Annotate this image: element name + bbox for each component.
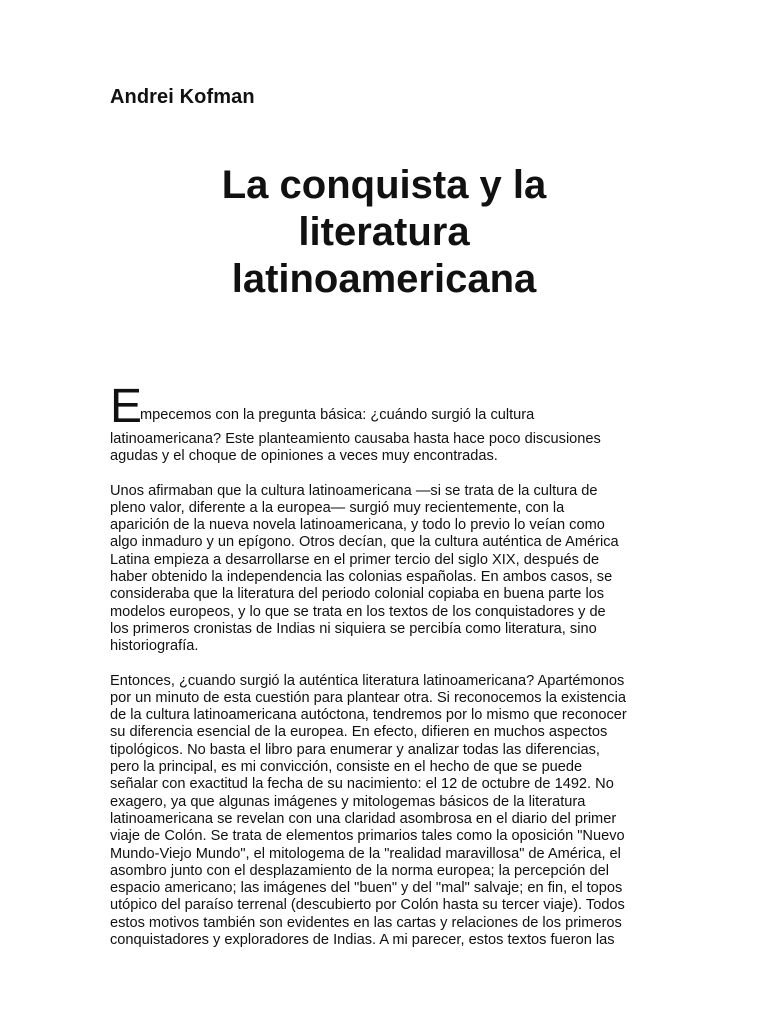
text-line: haber obtenido la independencia las colonias españolas. En ambos casos, se <box>110 569 613 586</box>
drop-cap: E <box>110 380 143 433</box>
text-line: mpecemos con la pregunta básica: ¿cuándo surgió la cultura <box>140 407 535 423</box>
text-line: tipológicos. No basta el libro para enumerar y analizar todas las diferencias, <box>110 741 600 758</box>
text-line: conquistadores y exploradores de Indias. A mi parecer, estos textos fueron las <box>110 932 615 949</box>
text-line: señalar con exactitud la fecha de su nacimiento: el 12 de octubre de 1492. No <box>110 776 614 793</box>
text-line: utópico del paraíso terrenal (descubierto por Colón hasta su tercer viaje). Todos <box>110 897 625 914</box>
text-line: Entonces, ¿cuando surgió la auténtica literatura latinoamericana? Apartémonos <box>110 672 625 689</box>
text-line: agudas y el choque de opiniones a veces muy encontradas. <box>110 448 498 465</box>
text-line: estos motivos también son evidentes en las cartas y relaciones de los primeros <box>110 914 622 931</box>
title-line: latinoamericana <box>231 257 537 301</box>
text-line: modelos europeos, y lo que se trata en los textos de los conquistadores y de <box>110 603 606 620</box>
text-line: latinoamericana se revelan con una claridad asombrosa en el diario del primer <box>110 810 617 827</box>
text-line: consideraba que la literatura del periodo colonial copiaba en buena parte los <box>110 586 605 603</box>
text-line: pleno valor, diferente a la europea— surgió muy recientemente, con la <box>110 499 565 516</box>
paragraph-first-line <box>110 380 670 433</box>
text-line: exagero, ya que algunas imágenes y mitologemas básicos de la literatura <box>110 793 586 810</box>
text-line: de la cultura latinoamericana autóctona, tendremos por lo mismo que reconocer <box>110 707 627 724</box>
body-text <box>110 380 670 949</box>
text-line: su diferencia esencial de la europea. En efecto, difieren en muchos aspectos <box>110 724 608 741</box>
text-line: latinoamericana? Este planteamiento causaba hasta hace poco discusiones <box>110 431 601 447</box>
document-title <box>110 162 658 303</box>
paragraph-1 <box>110 380 670 466</box>
author-name: Andrei Kofman <box>110 86 255 108</box>
title-line: literatura <box>298 210 470 254</box>
paragraph-3 <box>110 673 670 950</box>
text-line: por un minuto de esta cuestión para plantear otra. Si reconocemos la existencia <box>110 689 626 706</box>
text-line: aparición de la nueva novela latinoamericana, y todo lo previo lo veían como <box>110 517 605 534</box>
text-line: Mundo-Viejo Mundo", el mitologema de la "realidad maravillosa" de América, el <box>110 845 621 862</box>
text-line: Latina empieza a desarrollarse en el primer tercio del siglo XIX, después de <box>110 551 600 568</box>
text-line: viaje de Colón. Se trata de elementos primarios tales como la oposición "Nuevo <box>110 828 625 845</box>
text-line: Unos afirmaban que la cultura latinoamericana —si se trata de la cultura de <box>110 482 598 499</box>
paragraph-2 <box>110 483 670 656</box>
text-line: asombro junto con el desplazamiento de la norma europea; la percepción del <box>110 862 609 879</box>
text-line: historiografía. <box>110 638 199 655</box>
text-line: algo inmaduro y un epígono. Otros decían, que la cultura auténtica de América <box>110 534 619 551</box>
text-line: espacio americano; las imágenes del "buen" y del "mal" salvaje; en fin, el topos <box>110 880 623 897</box>
text-line: los primeros cronistas de Indias ni siquiera se percibía como literatura, sino <box>110 620 597 637</box>
title-line: La conquista y la <box>221 163 547 207</box>
text-line: pero la principal, es mi convicción, consiste en el hecho de que se puede <box>110 759 583 776</box>
